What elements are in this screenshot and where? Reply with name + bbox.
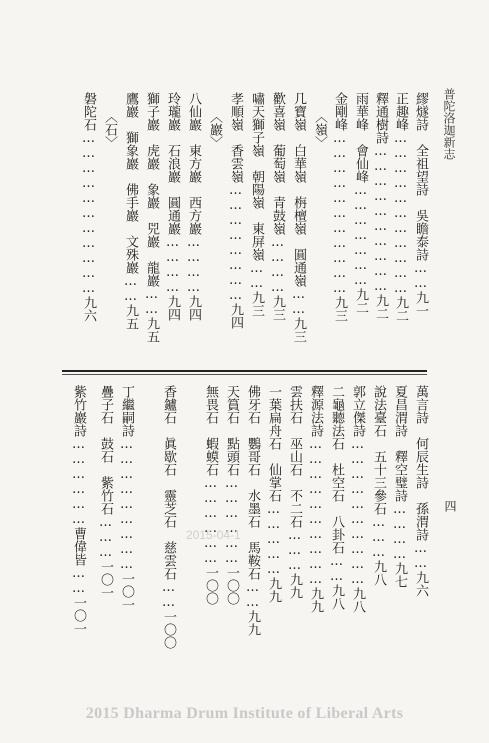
toc-heading: 〈石〉 — [102, 110, 117, 149]
toc-entry: 萬言詩 何辰生詩 孫渭詩……九六 — [413, 385, 428, 597]
toc-entry: 釋通樹詩…………………………九二 — [373, 92, 388, 320]
toc-entry: 磐陀石……………………………九六 — [81, 92, 96, 322]
toc-entry: 佛牙石 鸚哥石 水墨石 馬鞍石……九九 — [245, 385, 260, 636]
toc-heading: 〈嶺〉 — [312, 110, 327, 149]
toc-entry: 丁繼嗣詩………………………一〇一 — [119, 385, 134, 611]
toc-entry: 玲瓏巖 石浪巖 圓通巖…………九四 — [165, 92, 180, 321]
toc-entry: 無畏石 蝦蟆石………………一〇〇 — [203, 385, 218, 605]
toc-entry: 疊子石 鼓石 紫竹石………一〇一 — [98, 385, 113, 599]
toc-entry: 繆燧詩 全祖望詩 吳瞻泰詩……九一 — [413, 92, 428, 317]
toc-entry: 釋源法詩…………………………九九 — [308, 385, 323, 613]
toc-entry: 紫竹巖詩………………曹偉皆……一〇一 — [71, 385, 86, 635]
toc-heading: 〈巖〉 — [207, 110, 222, 149]
toc-entry: 八仙巖 東方巖 西方巖…………九四 — [186, 92, 201, 321]
toc-entry: 几寶嶺 白華嶺 栴檀嶺 圓通嶺……九三 — [291, 92, 306, 343]
section-divider — [62, 370, 427, 372]
toc-entry: 鷹巖 獅象巖 佛手巖 文殊巖……九五 — [123, 92, 138, 330]
toc-entry: 雨華峰 會仙峰…………………九二 — [353, 92, 368, 314]
toc-entry: 說法臺石 五十三參石………九八 — [371, 385, 386, 586]
copyright-footer: 2015 Dharma Drum Institute of Liberal Arts — [85, 705, 404, 722]
toc-entry: 歡喜嶺 葡萄嶺 青鼓嶺…………九三 — [270, 92, 285, 321]
toc-entry: 雲扶石 巫山石 不二石………九九 — [287, 385, 302, 599]
toc-entry: 獅子巖 虎巖 象巖 兕巖 龍巖……九五 — [144, 92, 159, 343]
date-watermark: 2015-04-1 — [186, 528, 241, 542]
toc-entry: 正趣峰……………………………九二 — [393, 92, 408, 322]
toc-entry: 金剛峰……………………………九三 — [332, 92, 347, 322]
toc-entry: 二龜聽法石 杜空石 八卦石……九八 — [329, 385, 344, 610]
toc-entry: 香鑪石 眞歇石 靈芝石 慈雲石……一〇〇 — [161, 385, 176, 649]
book-title: 普陀洛迦新志 — [442, 88, 456, 160]
toc-entry: 孝順嶺 香雲嶺……………………九四 — [228, 92, 243, 329]
page-number: 四 — [443, 500, 457, 512]
toc-entry: 嘯天獅子嶺 朝陽嶺 東屏嶺……九三 — [249, 92, 264, 317]
toc-entry: 郭立傑詩…………………………九八 — [350, 385, 365, 613]
toc-entry: 天篔石 點頭石………………一〇〇 — [224, 385, 239, 605]
section-divider-thin — [62, 374, 427, 375]
toc-entry: 夏昌渭詩 釋空璧詩…………九七 — [392, 385, 407, 588]
toc-entry: 一葉扁舟石 仙掌石……………九九 — [266, 385, 281, 603]
